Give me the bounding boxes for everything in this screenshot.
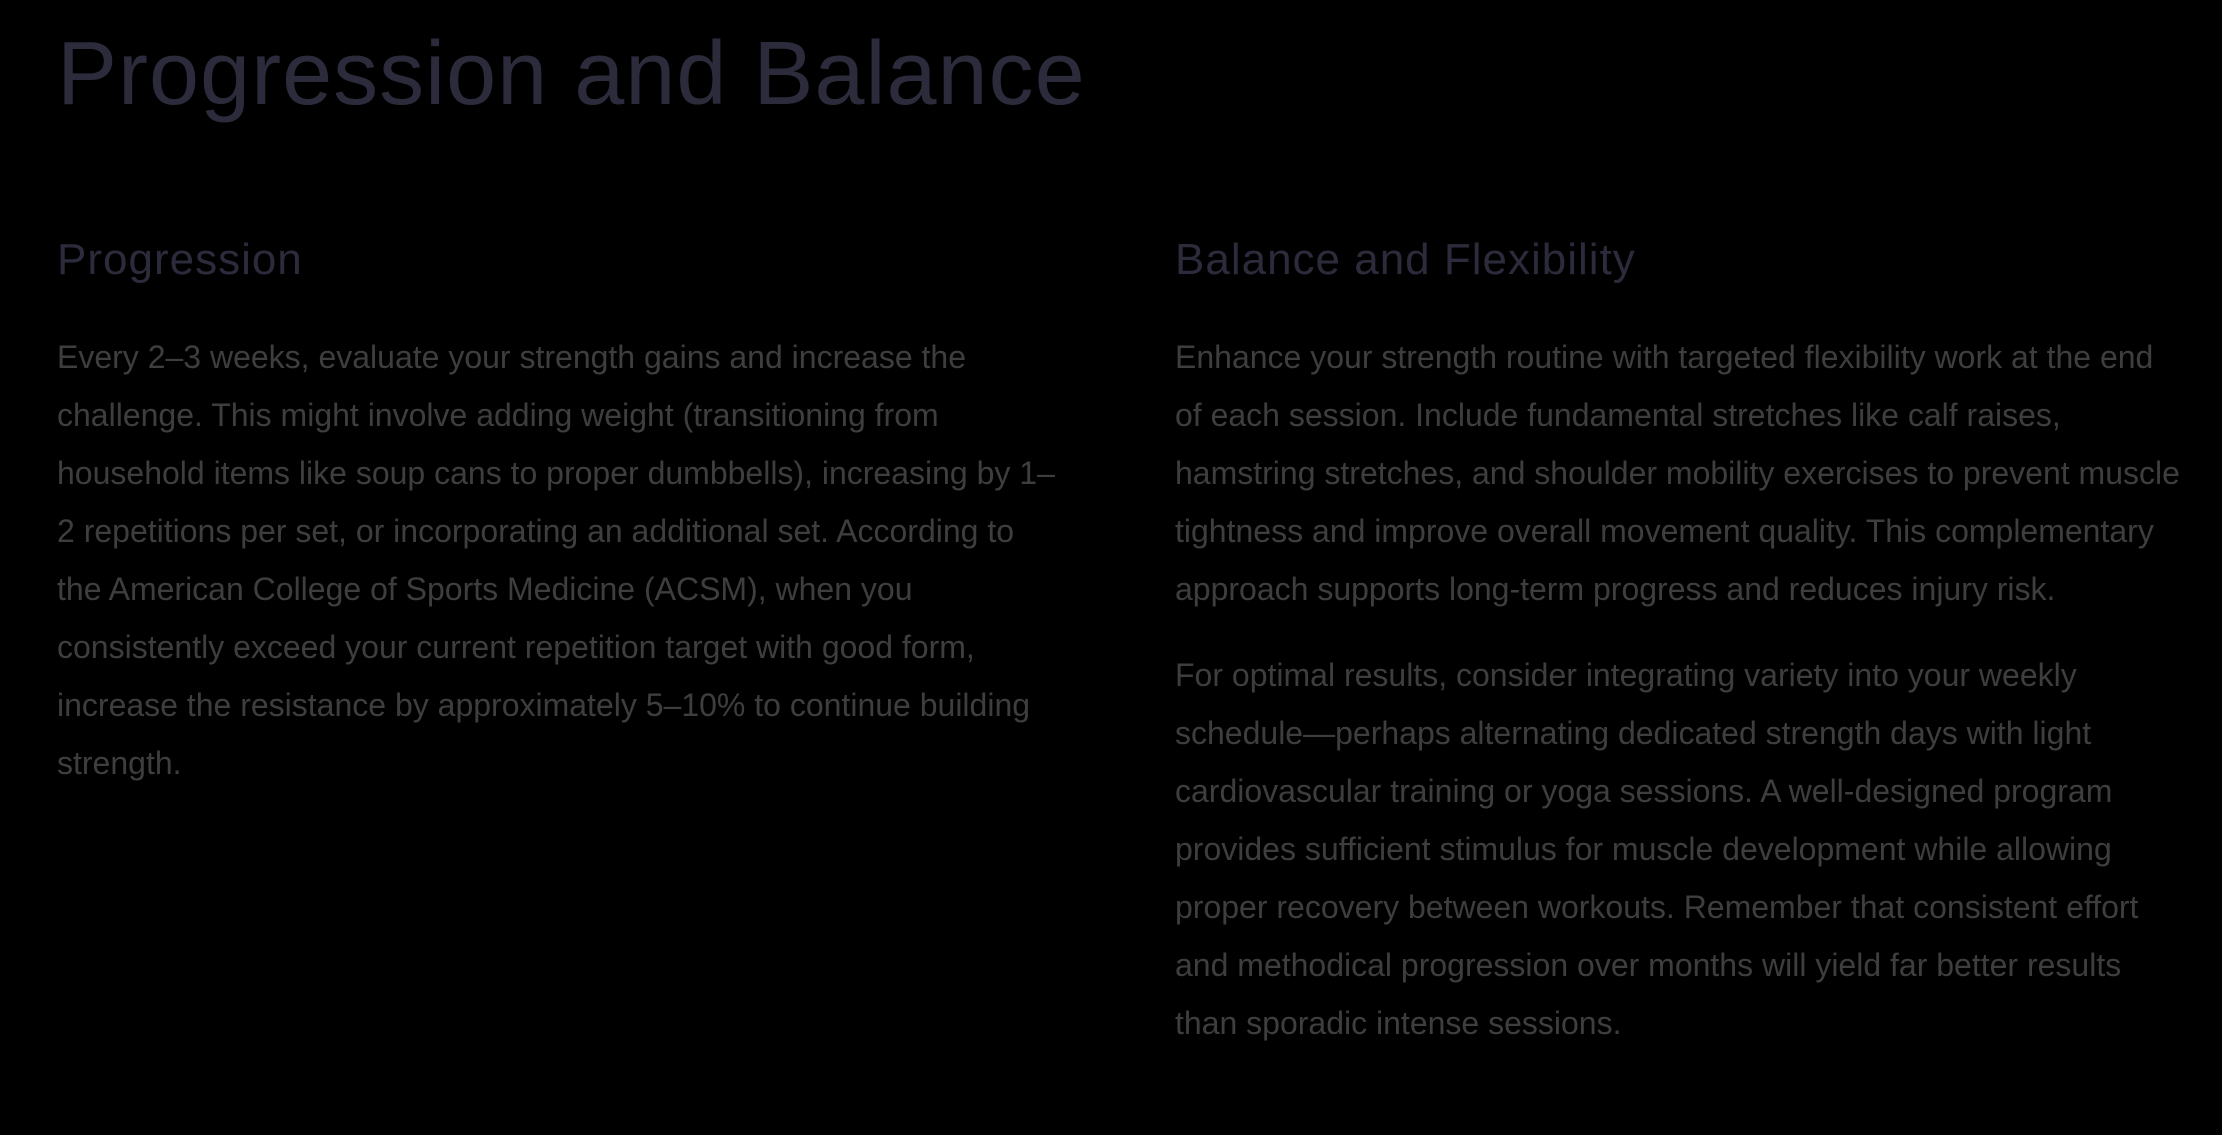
section-balance-flexibility [1175,234,2187,1052]
balance-paragraph-1: Enhance your strength routine with targeted flexibility work at the end of each session. Include fundamental stretches like calf raises, hamstring stretches, and shoulder mobility exercises to prevent muscle tightness and improve overall movement quality. This complementary approach supports long-term progress and reduces injury risk. [1175,338,2180,607]
section-heading-progression: Progression [57,235,303,284]
content-columns [57,234,2187,1052]
progression-paragraph: Every 2–3 weeks, evaluate your strength gains and increase the challenge. This might involve adding weight (transitioning from household items like soup cans to proper dumbbells), increasing by 1–2 repetitions per set, or incorporating an additional set. According to the American College of Sports Medicine (ACSM), when you consistently exceed your current repetition target with good form, increase the resistance by approximately 5–10% to continue building strength. [57,338,1055,781]
column-left [57,234,1067,1052]
section-heading-balance-flexibility: Balance and Flexibility [1175,235,1636,284]
balance-paragraph-2: For optimal results, consider integrating variety into your weekly schedule—perhaps alternating dedicated strength days with light cardiovascular training or yoga sessions. A well-designed program provides sufficient stimulus for muscle development while allowing proper recovery between workouts. Remember that consistent effort and methodical progression over months will yield far better results than sporadic intense sessions. [1175,656,2139,1041]
page-title: Progression and Balance [57,24,1086,124]
column-right [1175,234,2187,1052]
section-progression [57,234,1067,792]
